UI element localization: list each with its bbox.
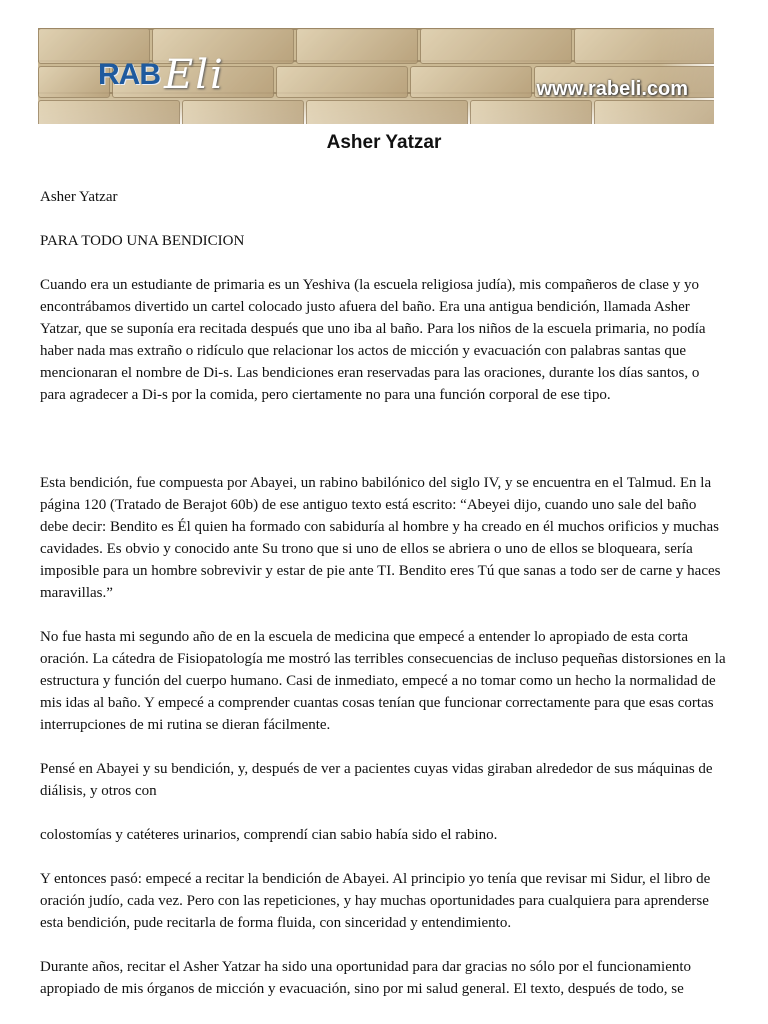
header-banner xyxy=(38,28,714,124)
paragraph: Pensé en Abayei y su bendición, y, después de ver a pacientes cuyas vidas giraban alrededor de sus máquinas de diálisis, y otros con xyxy=(40,761,713,799)
page-title: Asher Yatzar xyxy=(326,132,442,153)
paragraph: Cuando era un estudiante de primaria es un Yeshiva (la escuela religiosa judía), mis compañeros de clase y yo encontrábamos divertido un cartel colocado justo afuera del baño. Era una antigua bendición, llamada Asher Yatzar, que se suponía era recitada después que uno iba al baño. Para los niños de la escuela primaria, no podía haber nada mas extraño o ridículo que relacionar los actos de micción y evacuación con palabras santas que mencionaran el nombre de Di-s. Las bendiciones eran reservadas para las oraciones, durante los días santos, o para agradecer a Di-s por la comida, pero ciertamente no para una función corporal de ese tipo. xyxy=(40,277,706,403)
logo-eli-text: Eli xyxy=(164,52,225,98)
site-url[interactable]: www.rabeli.com xyxy=(536,78,688,100)
paragraph: Y entonces pasó: empecé a recitar la bendición de Abayei. Al principio yo tenía que revisar mi Sidur, el libro de oración judío, cada vez. Pero con las repeticiones, y hay muchas oportunidades para cualquiera para aprenderse esta bendición, pude recitarla de forma fluida, con sinceridad y entendimiento. xyxy=(40,871,711,931)
article-body xyxy=(40,186,728,1000)
logo-rab-text: RAB xyxy=(98,58,160,91)
paragraph: No fue hasta mi segundo año de en la escuela de medicina que empecé a entender lo apropiado de esta corta oración. La cátedra de Fisiopatología me mostró las terribles consecuencias de incluso pequeñas distorsiones en la estructura y función del cuerpo humano. Casi de inmediato, empecé a no tomar como un hecho la normalidad de mis idas al baño. Y empecé a comprender cuantas cosas tenían que funcionar correctamente para que esas cortas interrupciones de mi rutina se dieran fácilmente. xyxy=(40,629,726,733)
paragraph: colostomías y catéteres urinarios, comprendí cian sabio había sido el rabino. xyxy=(40,827,498,843)
site-logo[interactable] xyxy=(98,50,225,100)
paragraph: Durante años, recitar el Asher Yatzar ha sido una oportunidad para dar gracias no sólo por el funcionamiento apropiado de mis órganos de micción y evacuación, sino por mi salud general. El texto, después de todo, se xyxy=(40,959,692,997)
article-subtitle: Asher Yatzar xyxy=(40,189,118,205)
paragraph: Esta bendición, fue compuesta por Abayei, un rabino babilónico del siglo IV, y se encuentra en el Talmud. En la página 120 (Tratado de Berajot 60b) de ese antiguo texto está escrito: “Abeyei dijo, cuando uno sale del baño debe decir: Bendito es Él quien ha formado con sabiduría al hombre y ha creado en él muchos orificios y muchas cavidades. Es obvio y conocido ante Su trono que si uno de ellos se abriera o uno de ellos se bloqueara, sería imposible para un hombre sobrevivir y estar de pie ante TI. Bendito eres Tú que sanas a todo ser de carne y haces maravillas.” xyxy=(40,475,721,601)
article-heading: PARA TODO UNA BENDICION xyxy=(40,233,245,249)
